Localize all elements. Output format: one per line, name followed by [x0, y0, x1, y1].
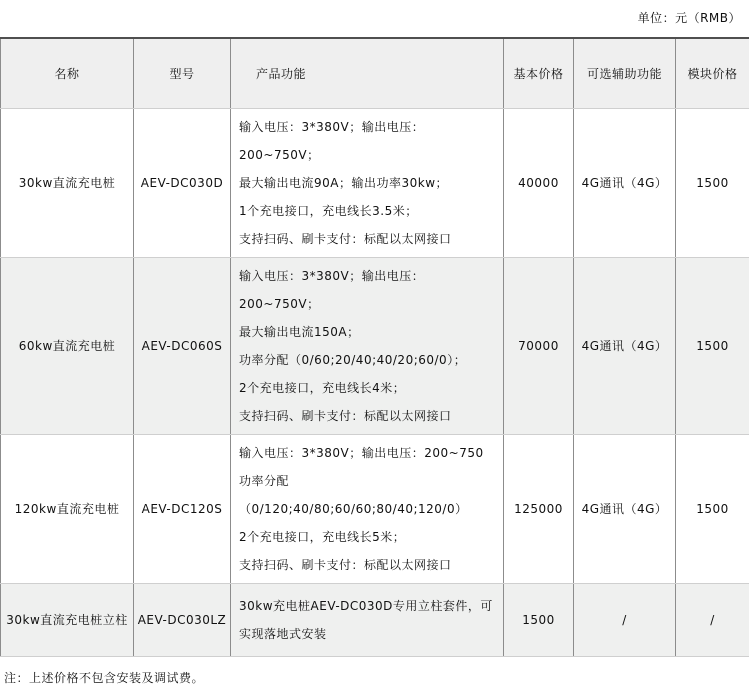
table-row [1, 108, 749, 257]
feature-line: 最大输出电流150A； [239, 318, 495, 346]
model-cell: AEV-DC030D [134, 108, 231, 257]
optional-aux-cell: 4G通讯（4G） [574, 257, 676, 434]
base-price-cell: 1500 [504, 583, 574, 656]
feature-line: 最大输出电流90A；输出功率30kw； [239, 169, 495, 197]
feature-line: 2个充电接口，充电线长5米； [239, 523, 495, 551]
feature-line: 1个充电接口，充电线长3.5米； [239, 197, 495, 225]
feature-line: 功率分配（0/60;20/40;40/20;60/0）； [239, 346, 495, 374]
model-cell: AEV-DC120S [134, 434, 231, 583]
feature-line: 功率分配（0/120;40/80;60/60;80/40;120/0） [239, 467, 495, 523]
feature-line: 输入电压：3*380V；输出电压：200~750 [239, 439, 495, 467]
optional-aux-cell: 4G通讯（4G） [574, 434, 676, 583]
base-price-cell: 40000 [504, 108, 574, 257]
feature-line: 支持扫码、刷卡支付：标配以太网接口 [239, 225, 495, 253]
feature-line: 30kw充电桩AEV-DC030D专用立柱套件，可实现落地式安装 [239, 592, 495, 648]
feature-line: 2个充电接口，充电线长4米； [239, 374, 495, 402]
features-cell [231, 583, 504, 656]
price-table [0, 37, 749, 657]
features-cell [231, 434, 504, 583]
optional-aux-cell: / [574, 583, 676, 656]
module-price-cell: 1500 [676, 108, 749, 257]
feature-line: 支持扫码、刷卡支付：标配以太网接口 [239, 402, 495, 430]
product-name-cell: 30kw直流充电桩立柱 [1, 583, 134, 656]
features-cell [231, 257, 504, 434]
model-cell: AEV-DC030LZ [134, 583, 231, 656]
optional-aux-cell: 4G通讯（4G） [574, 108, 676, 257]
header-model: 型号 [134, 38, 231, 108]
unit-label: 单位：元（RMB） [0, 0, 749, 26]
header-name: 名称 [1, 38, 134, 108]
module-price-cell: / [676, 583, 749, 656]
price-footnote: 注：上述价格不包含安装及调试费。 [0, 657, 749, 686]
base-price-cell: 125000 [504, 434, 574, 583]
module-price-cell: 1500 [676, 434, 749, 583]
model-cell: AEV-DC060S [134, 257, 231, 434]
table-row [1, 583, 749, 656]
features-cell [231, 108, 504, 257]
feature-line: 输入电压：3*380V；输出电压：200~750V； [239, 262, 495, 318]
table-row [1, 257, 749, 434]
product-name-cell: 120kw直流充电桩 [1, 434, 134, 583]
feature-line: 输入电压：3*380V；输出电压：200~750V； [239, 113, 495, 169]
header-module-price: 模块价格 [676, 38, 749, 108]
table-row [1, 434, 749, 583]
header-base-price: 基本价格 [504, 38, 574, 108]
base-price-cell: 70000 [504, 257, 574, 434]
product-name-cell: 30kw直流充电桩 [1, 108, 134, 257]
table-header-row [1, 38, 749, 108]
header-features: 产品功能 [231, 38, 504, 108]
module-price-cell: 1500 [676, 257, 749, 434]
header-optional-aux: 可选辅助功能 [574, 38, 676, 108]
product-name-cell: 60kw直流充电桩 [1, 257, 134, 434]
feature-line: 支持扫码、刷卡支付：标配以太网接口 [239, 551, 495, 579]
